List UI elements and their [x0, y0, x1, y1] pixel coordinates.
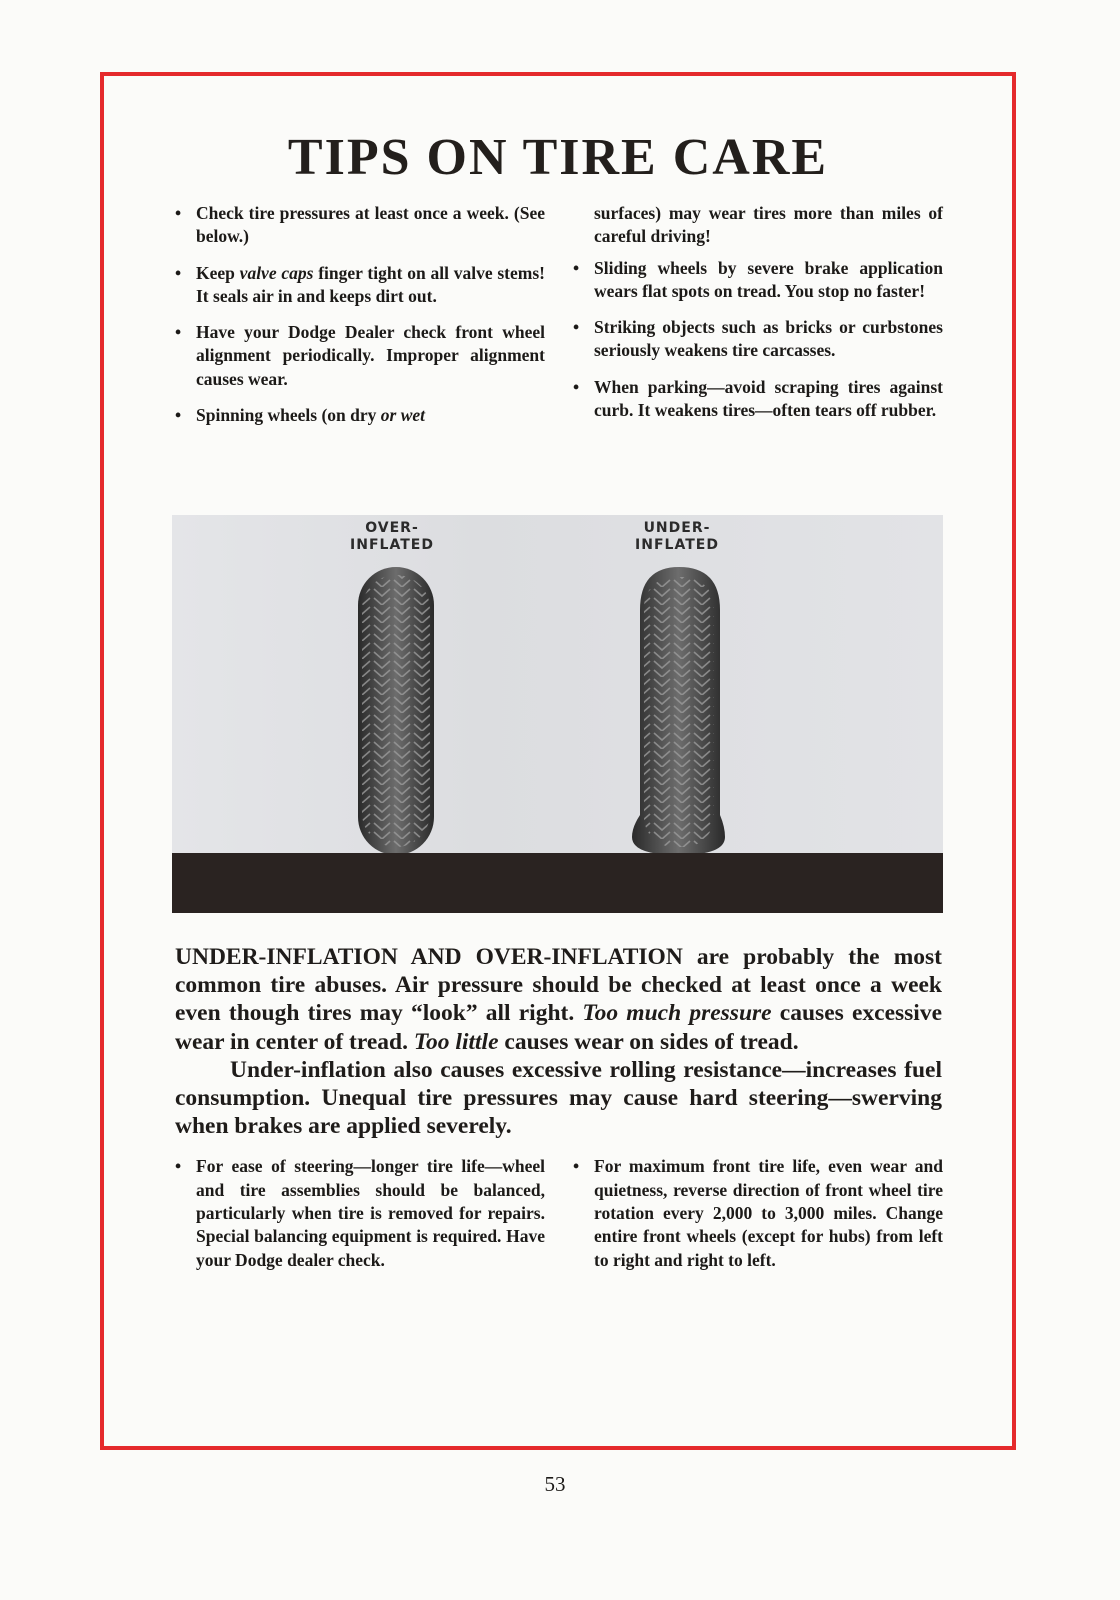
bullet-icon: •: [573, 1156, 580, 1177]
tips-right-column: [573, 202, 943, 515]
bullet-icon: •: [175, 405, 182, 426]
tip-text: When parking—avoid scraping tires against curb. It weakens tires—often tears off rubber.: [594, 376, 943, 421]
page-content: [172, 202, 943, 1285]
inflation-article: [175, 943, 942, 1140]
tip-text: finger tight on all valve stems! It seals air in and keeps dirt out.: [196, 262, 545, 306]
tip-text: Spinning wheels (on dry: [196, 405, 381, 426]
tip-text-italic: valve caps: [239, 262, 314, 283]
bullet-icon: •: [573, 257, 580, 278]
tips-top-row: [172, 202, 943, 515]
bullet-icon: •: [175, 1156, 182, 1177]
under-inflated-tire-icon: [632, 567, 725, 855]
page-number: 53: [544, 1472, 566, 1496]
bullet-icon: •: [175, 203, 182, 223]
over-inflated-tire-icon: [358, 567, 434, 855]
bullet-icon: •: [573, 376, 580, 397]
tip-item: [175, 1155, 545, 1271]
tip-item: [175, 404, 545, 427]
tire-inflation-photo: [172, 515, 943, 913]
tip-text: Keep: [196, 262, 240, 283]
tip-item: [175, 321, 545, 391]
text: UNDER-INFLATION AND OVER-INFLATION are probably the most common tire abuses. Air pressure should be checked at least once a week even though tires may “look” all right.: [175, 944, 942, 1027]
tips-bottom-row: [172, 1155, 943, 1284]
label-under-inflated: UNDER- INFLATED: [635, 520, 719, 553]
tip-item: [573, 1155, 943, 1271]
bullet-icon: •: [175, 322, 182, 343]
bullet-icon: •: [573, 317, 580, 338]
page-title: TIPS ON TIRE CARE: [287, 129, 829, 186]
text-italic: Too little: [413, 1028, 499, 1055]
tips-left-column: [175, 202, 545, 515]
tips-bottom-right: [573, 1155, 943, 1284]
text-italic: Too much pressure: [582, 1000, 772, 1027]
tip-text: Sliding wheels by severe brake application wears flat spots on tread. You stop no faster!: [594, 257, 943, 301]
tips-bottom-left: [175, 1155, 545, 1284]
tip-text: Check tire pressures at least once a week. (See below.): [196, 203, 545, 247]
tip-text: Striking objects such as bricks or curbstones seriously weakens tire carcasses.: [594, 317, 943, 361]
paragraph: Under-inflation also causes excessive rolling resistance—increases fuel consumption. Unequal tire pressures may cause hard steering—swerving when brakes are applied severely.: [175, 1056, 942, 1140]
tip-item: [573, 257, 943, 304]
tip-item: [573, 376, 943, 423]
tip-text: For ease of steering—longer tire life—wheel and tire assemblies should be balanced, particularly when tire is removed for repairs. Special balancing equipment is required. Have your Dodge dealer check.: [196, 1156, 545, 1270]
tip-item: [573, 316, 943, 363]
tip-continuation: surfaces) may wear tires more than miles of careful driving!: [594, 203, 943, 247]
label-over-inflated: OVER- INFLATED: [350, 520, 434, 553]
text: causes excessive wear in center of tread.: [175, 1000, 942, 1055]
tip-text: For maximum front tire life, even wear and quietness, reverse direction of front wheel tire rotation every 2,000 to 3,000 miles. Change entire front wheels (except for hubs) from left to right and right to left.: [594, 1156, 943, 1270]
bullet-icon: •: [175, 262, 182, 283]
tip-item: [175, 202, 545, 249]
tip-text: Have your Dodge Dealer check front wheel alignment periodically. Improper alignment causes wear.: [196, 322, 545, 389]
tip-item: [175, 262, 545, 309]
paragraph: [175, 943, 942, 1056]
text: causes wear on sides of tread.: [498, 1028, 799, 1055]
ground-surface: [172, 853, 943, 913]
tip-text-italic: or wet: [380, 405, 426, 426]
